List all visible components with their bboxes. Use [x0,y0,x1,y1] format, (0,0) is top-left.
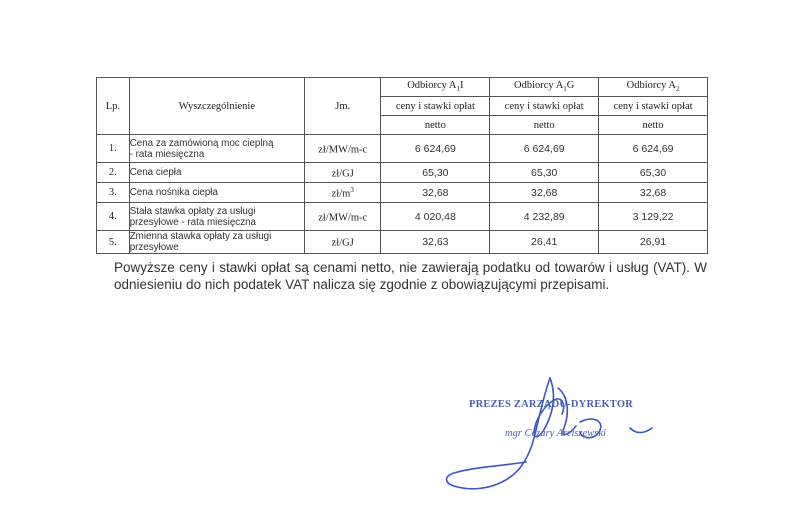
row-description [129,135,304,163]
unit-base: zł/GJ [331,168,354,180]
row-value: 26,91 [599,231,708,254]
row-value: 6 624,69 [599,135,708,163]
row-description-line: Cena nośnika ciepła [129,187,218,198]
header-netto: netto [381,116,490,135]
group-base: Odbiorcy A [514,80,564,92]
row-unit [305,203,381,231]
row-value: 26,41 [490,231,599,254]
row-description-line: Cena za zamówioną moc cieplną [129,137,274,149]
vat-note: Powyższe ceny i stawki opłat są cenami netto, nie zawierają podatku od towarów i usług (VAT). W odniesieniu do nich podatek VAT nalicza się zgodnie z obowiązującymi przepisami. [114,260,707,292]
signature-name: mgr Cezary Arciszewski [505,428,606,439]
row-value: 4 020,48 [381,203,490,231]
header-rates: ceny i stawki opłat [381,97,490,116]
row-description-line: Cena ciepła [129,167,182,178]
row-unit [305,135,381,163]
unit-base: zł/m [331,188,351,200]
row-value: 65,30 [599,163,708,183]
row-description [129,183,304,203]
row-lp: 3. [97,183,130,203]
row-value: 3 129,22 [599,203,708,231]
group-sub: 1 [456,85,461,94]
row-lp: 5. [97,231,130,254]
header-group-a2 [599,78,708,97]
row-description-line: Zmienna stawka opłaty za usługi [129,231,272,242]
row-value: 32,63 [381,231,490,254]
header-rates: ceny i stawki opłat [490,97,599,116]
row-value: 32,68 [381,183,490,203]
header-description: Wyszczególnienie [129,78,304,135]
table-row [97,183,708,203]
row-description-line: przesyłowe [129,242,179,253]
row-lp: 2. [97,163,130,183]
row-value: 32,68 [599,183,708,203]
row-value: 65,30 [381,163,490,183]
header-group-a1i [381,78,490,97]
row-value: 4 232,89 [490,203,599,231]
row-description-line: przesyłowe - rata miesięczna [129,216,257,228]
group-base: Odbiorcy A [626,80,676,92]
row-unit [305,183,381,203]
row-description [129,203,304,231]
row-lp: 4. [97,203,130,231]
row-value: 32,68 [490,183,599,203]
header-lp: Lp. [97,78,130,135]
header-netto: netto [490,116,599,135]
row-lp: 1. [97,135,130,163]
table-row [97,163,708,183]
group-sub: 1 [563,85,567,94]
header-netto: netto [599,116,708,135]
unit-base: zł/MW/m-c [318,212,368,224]
header-row-1 [97,78,708,97]
group-base: Odbiorcy A [407,80,457,92]
table-row [97,231,708,254]
row-unit [305,163,381,183]
row-description-line: - rata miesięczna [129,148,205,160]
unit-base: zł/GJ [331,237,354,249]
unit-base: zł/MW/m-c [318,144,368,156]
row-value: 6 624,69 [490,135,599,163]
header-group-a1g [490,78,599,97]
group-suffix: I [460,80,464,92]
row-description-line: Stała stawka opłaty za usługi [129,205,256,217]
header-rates: ceny i stawki opłat [599,97,708,116]
table-row [97,203,708,231]
row-value: 6 624,69 [381,135,490,163]
group-sub: 2 [675,85,680,94]
table-row [97,135,708,163]
row-description [129,231,304,254]
unit-sup: 3 [350,185,354,194]
header-unit: Jm. [305,78,381,135]
row-value: 65,30 [490,163,599,183]
signature-title: PREZES ZARZĄDU-DYREKTOR [469,399,633,410]
row-unit [305,231,381,254]
tariff-table [96,77,708,254]
group-suffix: G [566,80,575,92]
row-description [129,163,304,183]
